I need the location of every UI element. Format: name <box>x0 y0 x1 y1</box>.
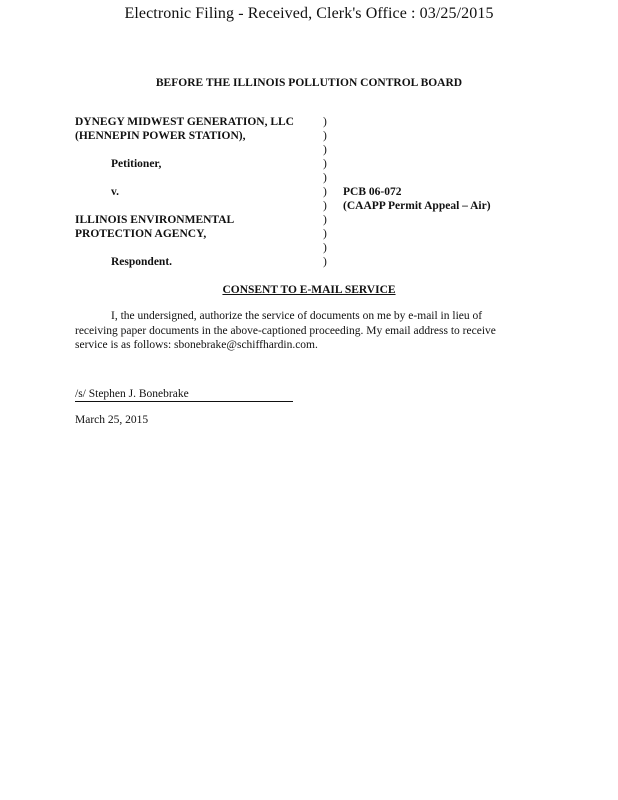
caption-paren: ) <box>323 256 327 268</box>
caption-paren: ) <box>323 242 327 254</box>
caption-paren: ) <box>323 158 327 170</box>
versus-label: v. <box>111 186 119 198</box>
caption-paren: ) <box>323 228 327 240</box>
signature-line: /s/ Stephen J. Bonebrake <box>75 388 293 402</box>
caption-paren: ) <box>323 144 327 156</box>
consent-paragraph: I, the undersigned, authorize the service of documents on me by e-mail in lieu of receiving paper documents in the above-captioned proceeding. My email address to receive service is as follows: sbonebrake@schiffhardin.com. <box>75 310 496 351</box>
caption-paren: ) <box>323 200 327 212</box>
caption-paren: ) <box>323 186 327 198</box>
caption-paren: ) <box>323 214 327 226</box>
document-title: CONSENT TO E-MAIL SERVICE <box>222 284 396 296</box>
caption-paren: ) <box>323 172 327 184</box>
petitioner-label: Petitioner, <box>111 158 162 170</box>
case-type: (CAAPP Permit Appeal – Air) <box>343 200 491 212</box>
signature-date: March 25, 2015 <box>75 414 149 426</box>
respondent-name-line2: PROTECTION AGENCY, <box>75 228 207 240</box>
caption-paren: ) <box>323 116 327 128</box>
case-caption <box>75 116 555 276</box>
caption-paren: ) <box>323 130 327 142</box>
case-number: PCB 06-072 <box>343 186 402 198</box>
board-heading: BEFORE THE ILLINOIS POLLUTION CONTROL BOARD <box>155 77 463 89</box>
filing-stamp: Electronic Filing - Received, Clerk's Office : 03/25/2015 <box>124 5 494 22</box>
petitioner-name-line2: (HENNEPIN POWER STATION), <box>75 130 246 142</box>
respondent-name-line1: ILLINOIS ENVIRONMENTAL <box>75 214 235 226</box>
respondent-label: Respondent. <box>111 256 173 268</box>
petitioner-name-line1: DYNEGY MIDWEST GENERATION, LLC <box>75 116 294 128</box>
